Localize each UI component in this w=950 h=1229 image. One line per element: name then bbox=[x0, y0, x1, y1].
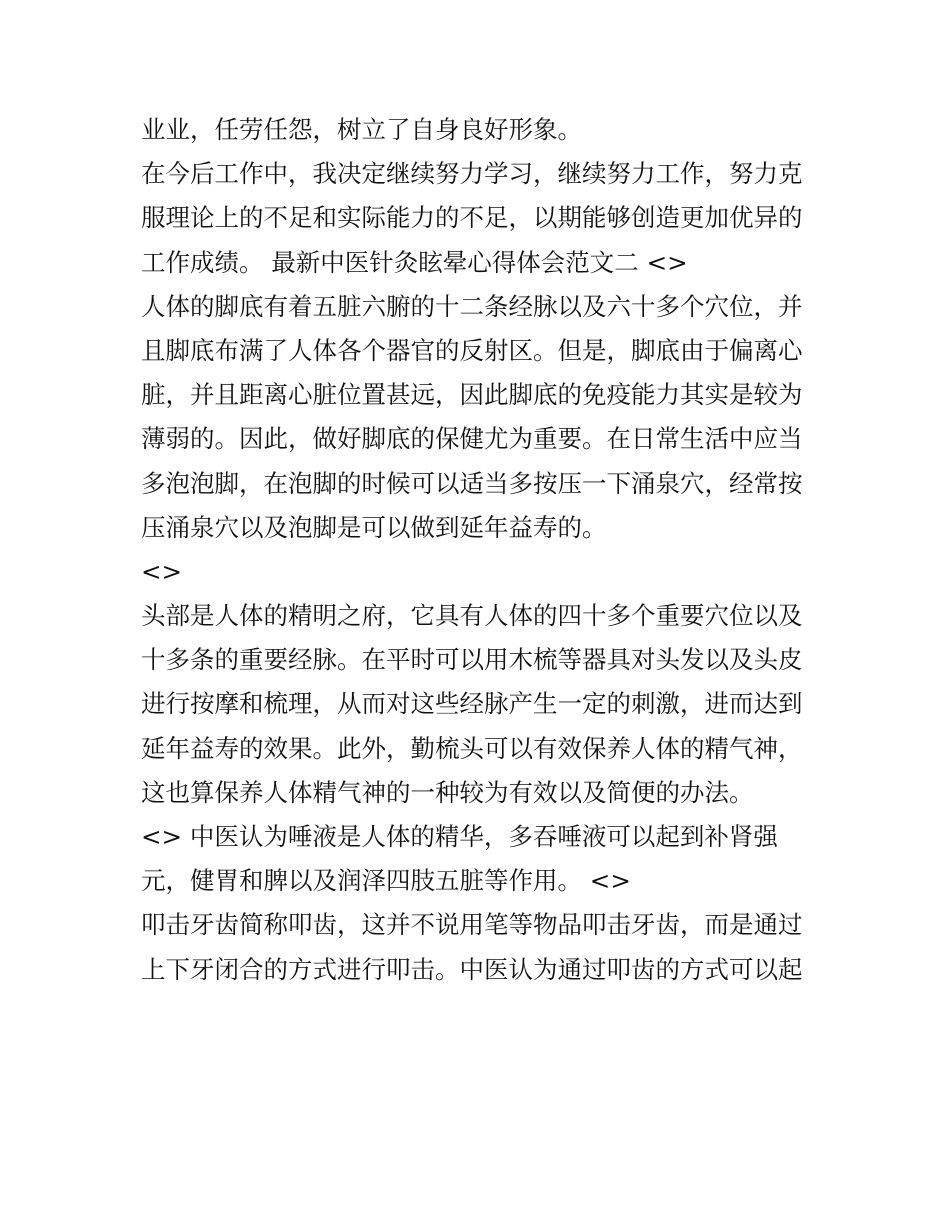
text-line: 脏，并且距离心脏位置甚远，因此脚底的免疫能力其实是较为 bbox=[141, 380, 803, 410]
text-line: 人体的脚底有着五脏六腑的十二条经脉以及六十多个穴位，并 bbox=[141, 291, 803, 321]
text-line: 服理论上的不足和实际能力的不足，以期能够创造更加优异的 bbox=[141, 203, 803, 233]
body-text bbox=[141, 108, 821, 992]
text-line: 叩击牙齿简称叩齿，这并不说用笔等物品叩击牙齿，而是通过 bbox=[141, 910, 803, 940]
text-line: 多泡泡脚，在泡脚的时候可以适当多按压一下涌泉穴，经常按 bbox=[141, 468, 803, 498]
text-line: 压涌泉穴以及泡脚是可以做到延年益寿的。 bbox=[141, 512, 607, 542]
text-line: 这也算保养人体精气神的一种较为有效以及简便的办法。 bbox=[141, 777, 754, 807]
text-line: 在今后工作中，我决定继续努力学习，继续努力工作，努力克 bbox=[141, 159, 803, 189]
text-line: 上下牙闭合的方式进行叩击。中医认为通过叩齿的方式可以起 bbox=[141, 954, 803, 984]
text-line: 业业，任劳任怨，树立了自身良好形象。 bbox=[141, 115, 582, 144]
text-line: 元，健胃和脾以及润泽四肢五脏等作用。 <> bbox=[141, 866, 631, 896]
text-line: <> 中医认为唾液是人体的精华，多吞唾液可以起到补肾强 bbox=[141, 822, 778, 851]
text-line: 进行按摩和梳理，从而对这些经脉产生一定的刺激，进而达到 bbox=[141, 689, 803, 719]
text-line: 延年益寿的效果。此外，勤梳头可以有效保养人体的精气神， bbox=[141, 733, 803, 763]
text-line: 且脚底布满了人体各个器官的反射区。但是，脚底由于偏离心 bbox=[141, 335, 803, 365]
text-line: 薄弱的。因此，做好脚底的保健尤为重要。在日常生活中应当 bbox=[141, 424, 803, 454]
text-line: 工作成绩。 最新中医针灸眩晕心得体会范文二 <> bbox=[141, 247, 688, 277]
text-line: 十多条的重要经脉。在平时可以用木梳等器具对头发以及头皮 bbox=[141, 645, 803, 675]
text-line: <> bbox=[141, 556, 183, 586]
text-line: 头部是人体的精明之府，它具有人体的四十多个重要穴位以及 bbox=[141, 601, 803, 631]
